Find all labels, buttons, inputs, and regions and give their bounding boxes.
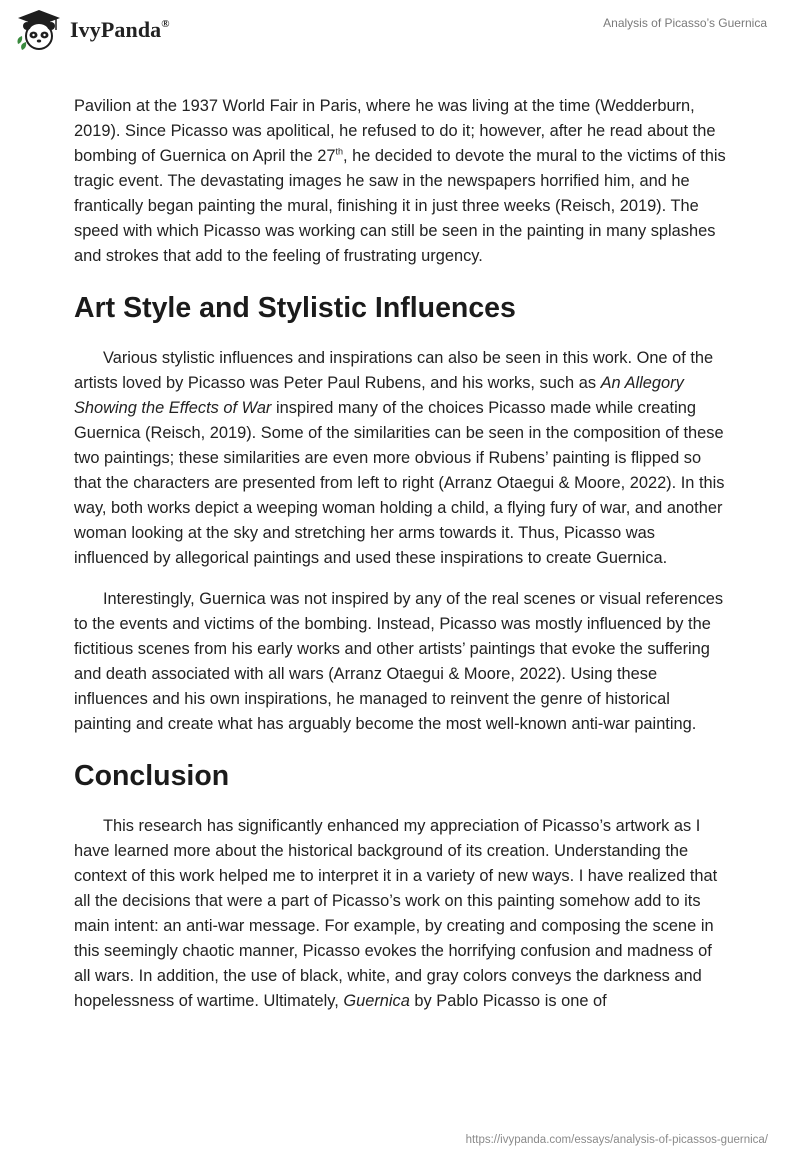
- page-header: [0, 0, 800, 62]
- section-heading-art-style: Art Style and Stylistic Influences: [74, 292, 516, 324]
- document-title: Analysis of Picasso’s Guernica: [603, 16, 767, 30]
- source-url-link[interactable]: https://ivypanda.com/essays/analysis-of-picassos-guernica/: [465, 1134, 768, 1146]
- essay-body: [74, 94, 728, 1030]
- intro-paragraph: Pavilion at the 1937 World Fair in Paris, where he was living at the time (Wedderburn, 2019). Since Picasso was apolitical, he refused to do it; however, after he read about the bombing of Guernica on April the 27th, he decided to devote the mural to the victims of this tragic event. The devastating images he saw in the newspapers horrified him, and he frantically began painting the mural, finishing it in just three weeks (Reisch, 2019). The speed with which Picasso was working can still be seen in the painting in many splashes and strokes that add to the feeling of frustrating urgency.: [74, 97, 726, 265]
- art-style-paragraph-1: Various stylistic influences and inspirations can also be seen in this work. One of the artists loved by Picasso was Peter Paul Rubens, and his works, such as An Allegory Showing the Effects of War inspired many of the choices Picasso made while creating Guernica (Reisch, 2019). Some of the similarities can be seen in the composition of these two paintings; these similarities are even more obvious if Rubens’ painting is flipped so that the characters are presented from left to right (Arranz Otaegui & Moore, 2022). In this way, both works depict a weeping woman holding a child, a flying fury of war, and another woman looking at the sky and stretching her arms towards it. Thus, Picasso was influenced by allegorical paintings and used these inspirations to create Guernica.: [74, 349, 725, 567]
- conclusion-paragraph: This research has significantly enhanced my appreciation of Picasso’s artwork as I have learned more about the historical background of its creation. Understanding the context of this work helped me to interpret it in a variety of new ways. I have realized that all the decisions that were a part of Picasso’s work on this painting somehow add to its main intent: an anti-war message. For example, by creating and composing the scene in this seemingly chaotic manner, Picasso evokes the horrifying confusion and madness of all wars. In addition, the use of black, white, and gray colors conveys the darkness and hopelessness of wartime. Ultimately, Guernica by Pablo Picasso is one of: [74, 817, 718, 1010]
- section-heading-conclusion: Conclusion: [74, 760, 230, 792]
- brand-logo[interactable]: [14, 8, 170, 52]
- art-style-paragraph-2: Interestingly, Guernica was not inspired by any of the real scenes or visual references to the events and victims of the bombing. Instead, Picasso was mostly influenced by the fictitious scenes from his early works and other artists’ paintings that evoke the suffering and death associated with all wars (Arranz Otaegui & Moore, 2022). Using these influences and his own inspirations, he managed to reinvent the genre of historical painting and create what has arguably become the most well-known anti-war painting.: [74, 590, 724, 733]
- panda-graduate-icon: [14, 8, 64, 52]
- brand-name: IvyPanda®: [70, 17, 170, 42]
